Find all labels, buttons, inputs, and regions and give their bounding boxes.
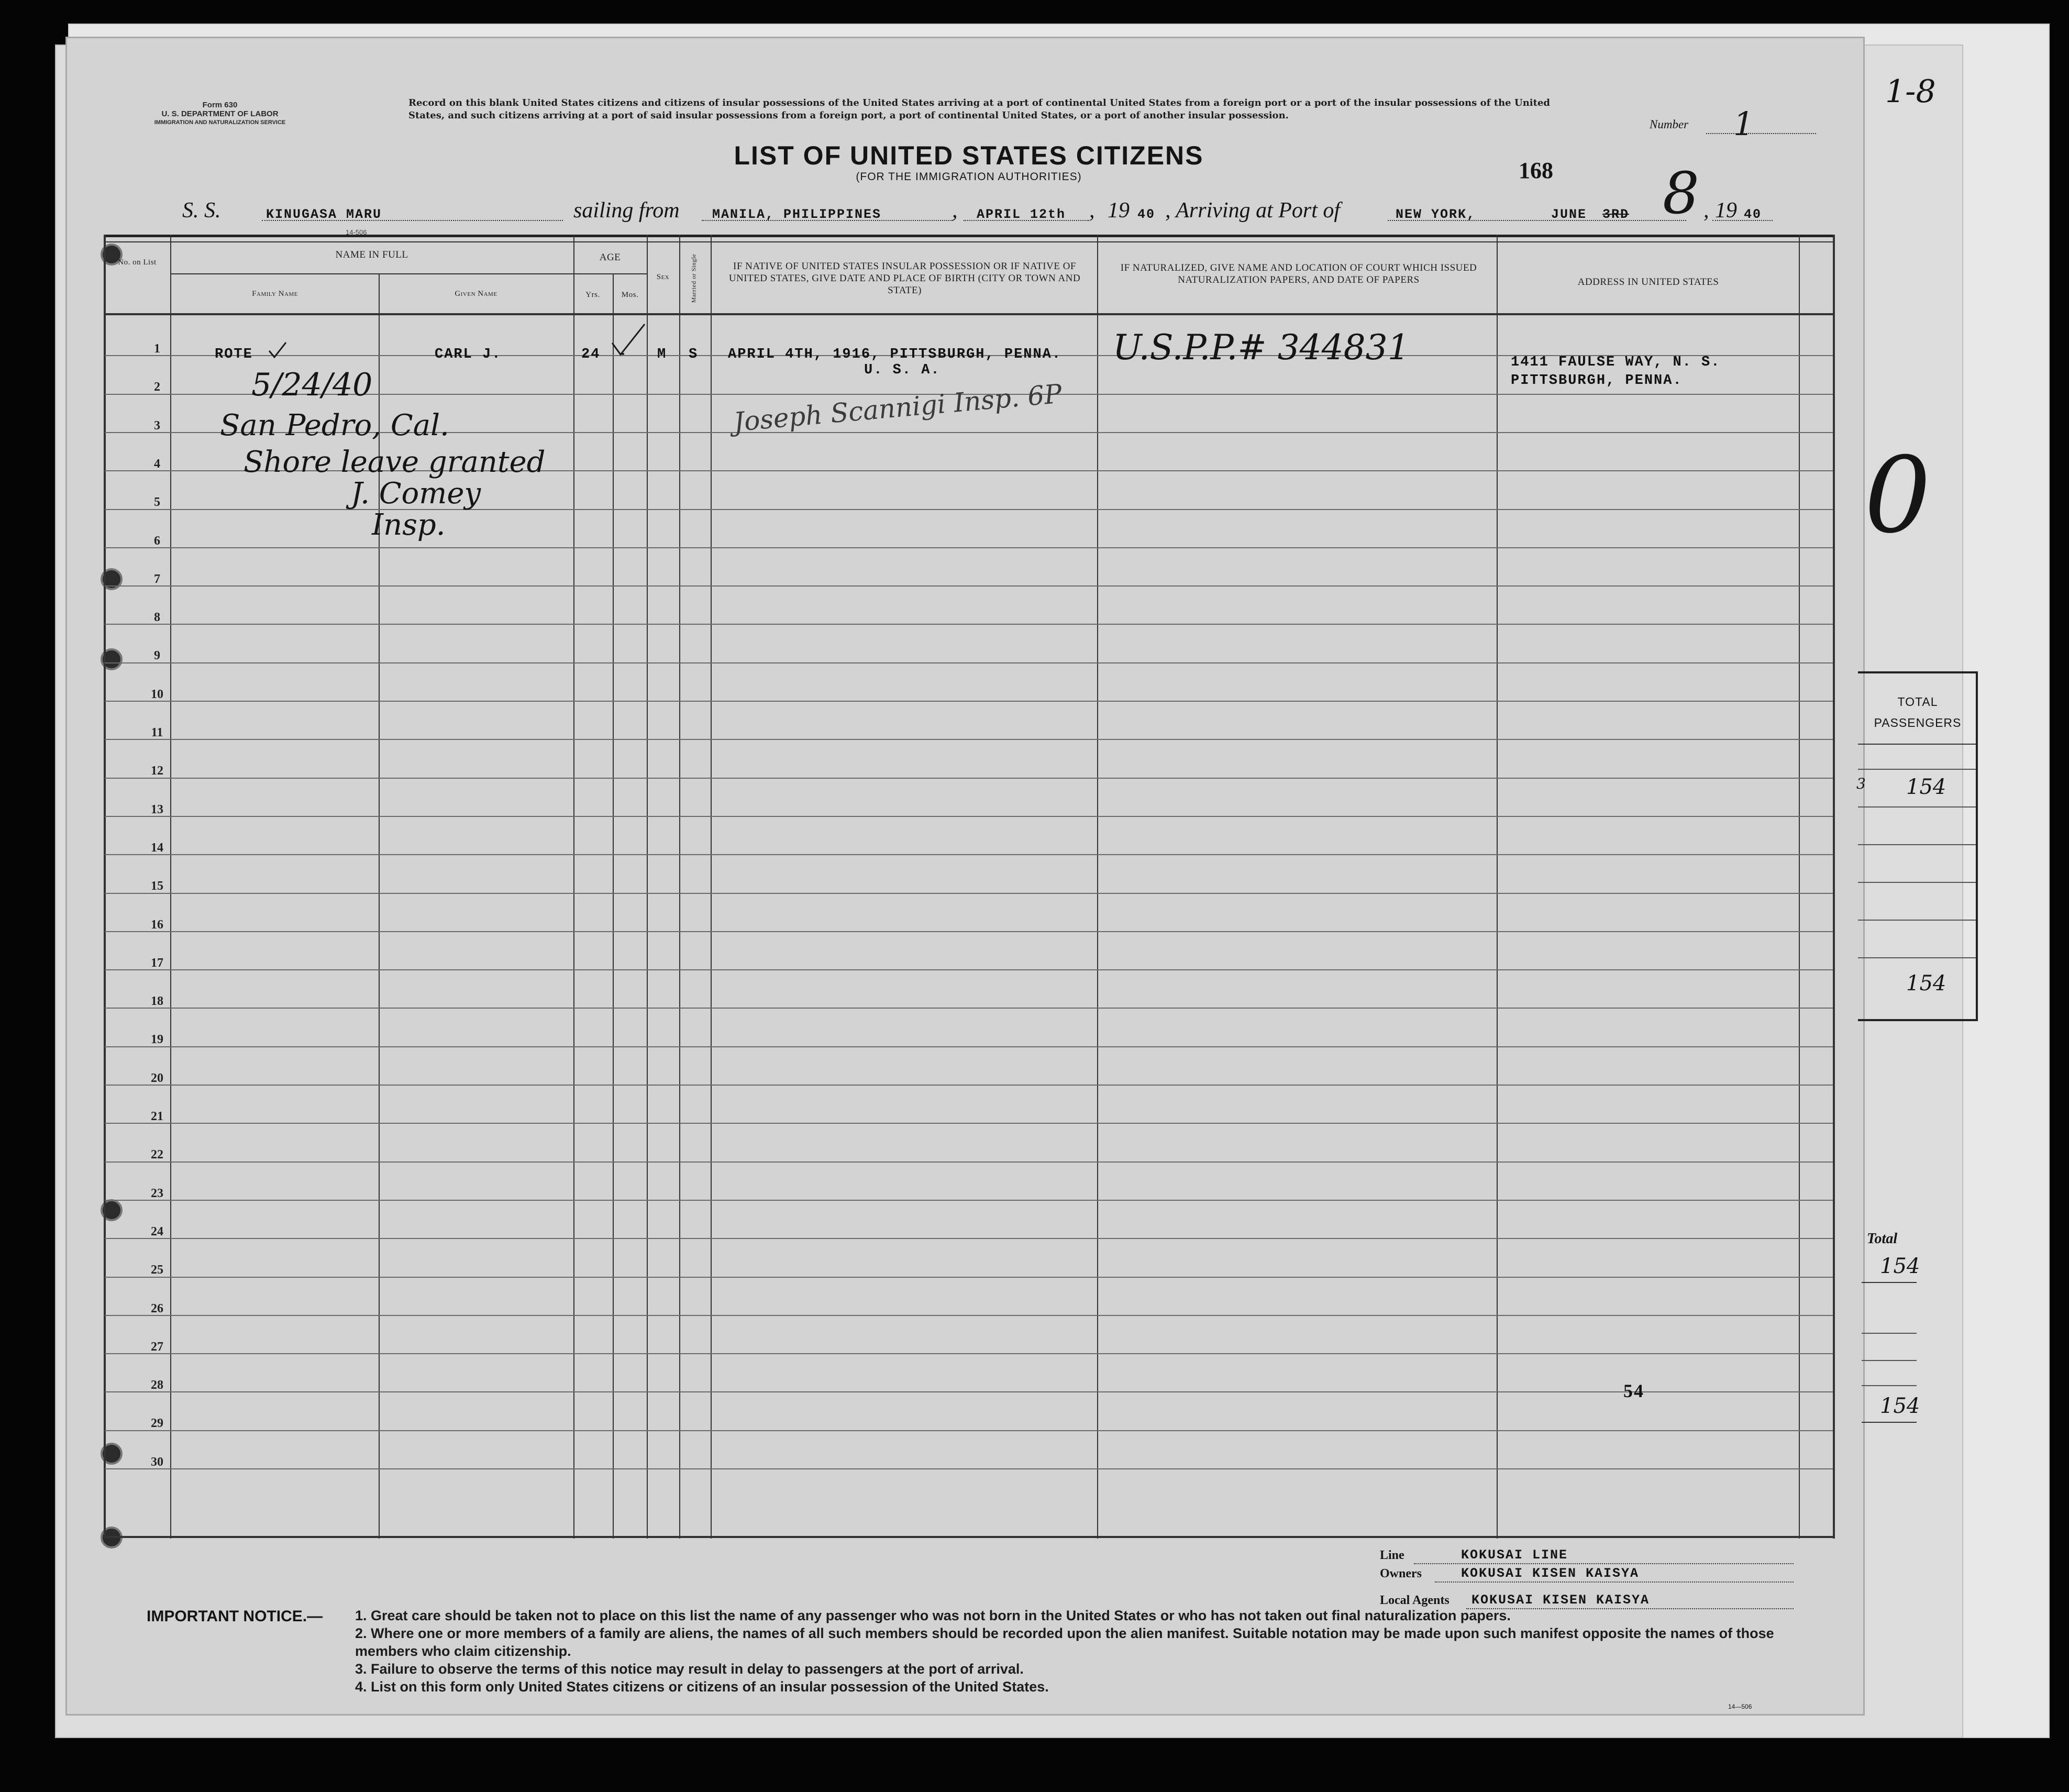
row-number: 6 [154, 534, 160, 548]
departure-date-underline [964, 220, 1089, 221]
line-label: Line [1380, 1548, 1404, 1562]
tally-rule [1858, 920, 1976, 921]
row-rule [105, 893, 1833, 894]
print-code: 14—506 [1728, 1703, 1752, 1710]
arrival-port-underline [1388, 220, 1686, 221]
agents-label: Local Agents [1380, 1594, 1450, 1607]
total-rule [1862, 1282, 1917, 1283]
total-label: Total [1867, 1231, 1898, 1247]
page-stamp: 168 [1519, 158, 1553, 183]
number-label: Number [1650, 118, 1689, 131]
row-number: 16 [151, 918, 163, 932]
row-rule [105, 585, 1833, 587]
col-divider [647, 235, 648, 1539]
row-number: 13 [151, 803, 163, 816]
row-rule [105, 1315, 1833, 1316]
notice-item: 4. List on this form only United States citizens or citizens of an insular possession of the United States. [355, 1679, 1049, 1695]
sailing-label: sailing from [573, 198, 680, 223]
row-rule [105, 547, 1833, 548]
departure-year: 40 [1137, 207, 1156, 222]
line-value: KOKUSAI LINE [1461, 1547, 1568, 1563]
row-28-note: 54 [1623, 1380, 1644, 1401]
header-naturalized: IF NATURALIZED, GIVE NAME AND LOCATION OF COURT WHICH ISSUED NATURALIZATION PAPERS, AND DATE OF PAPERS [1120, 262, 1477, 285]
total-rule [1862, 1385, 1917, 1386]
row-rule [105, 701, 1833, 702]
tally-rule [1858, 882, 1976, 883]
header-bottom-rule [104, 313, 1834, 315]
handwritten-title: Insp. [372, 508, 446, 542]
passenger-address-line1: 1411 FAULSE WAY, N. S. [1511, 355, 1721, 370]
row-rule [105, 1200, 1833, 1201]
row-rule [105, 1353, 1833, 1354]
row-rule [105, 624, 1833, 625]
handwritten-initials: J. Comey [351, 477, 481, 511]
tally-rule [1858, 769, 1976, 770]
table-top-rule [104, 235, 1834, 237]
col-divider [1097, 235, 1098, 1539]
notice-list [355, 1607, 1800, 1696]
arrival-year-prefix: 19 [1715, 198, 1737, 223]
total-rule [1862, 1360, 1917, 1361]
arrival-day-struck: 3RD [1602, 207, 1630, 222]
vessel-name: KINUGASA MARU [266, 207, 382, 222]
passenger-birth-line1: APRIL 4TH, 1916, PITTSBURGH, PENNA. [728, 347, 1062, 362]
tally-mark: 3 [1856, 775, 1866, 792]
form-code: 14-506 [346, 228, 367, 236]
arrival-month: JUNE [1551, 207, 1587, 222]
row-number: 1 [154, 342, 160, 356]
header-married-single: Married or Single [690, 253, 698, 303]
row-rule [105, 1008, 1833, 1009]
tally-header [1865, 691, 1970, 733]
big-zero-handwritten: 0 [1864, 435, 1931, 557]
arrival-year: 40 [1744, 207, 1762, 222]
row-number: 3 [154, 419, 160, 433]
row-number: 5 [154, 495, 160, 509]
handwritten-note: Shore leave granted [244, 445, 546, 479]
passenger-address-line2: PITTSBURGH, PENNA. [1511, 373, 1683, 389]
passenger-given-name: CARL J. [435, 347, 502, 362]
row-rule [105, 1162, 1833, 1163]
total-rule [1862, 1333, 1917, 1334]
col-divider [613, 273, 614, 1539]
row-number: 28 [151, 1378, 163, 1392]
col-divider [1497, 235, 1498, 1539]
checkmark-icon [267, 340, 288, 361]
row-rule [105, 1391, 1833, 1392]
header-age-years: Yrs. [585, 291, 600, 299]
row-number: 18 [151, 994, 163, 1008]
row-rule [105, 1277, 1833, 1278]
comma-separator: , [952, 198, 958, 223]
line-underline [1414, 1563, 1794, 1564]
departure-date: APRIL 12th [977, 207, 1066, 222]
row-rule [105, 1468, 1833, 1469]
total-value-2: 154 [1880, 1394, 1920, 1418]
header-given-name: Given Name [455, 290, 497, 298]
form-number: Form 630 [202, 101, 238, 109]
tally-value-1: 154 [1906, 775, 1946, 799]
number-value: 1 [1733, 105, 1754, 143]
header-sex: Sex [656, 273, 670, 281]
notice-item: 1. Great care should be taken not to place on this list the name of any passenger who was not born in the United States or who has not taken out final naturalization papers. [355, 1608, 1511, 1623]
header-age: AGE [599, 252, 621, 263]
handwritten-place: San Pedro, Cal. [220, 408, 449, 443]
row-rule [105, 816, 1833, 817]
passenger-family-name: ROTE [215, 347, 253, 362]
owners-underline [1435, 1581, 1794, 1583]
row-number: 11 [151, 726, 163, 739]
row-number: 15 [151, 879, 163, 893]
header-no-on-list: No. on List [118, 258, 157, 267]
footer-rule [104, 1536, 1834, 1538]
row-number: 9 [154, 649, 160, 662]
owners-label: Owners [1380, 1567, 1422, 1580]
notice-item: 2. Where one or more members of a family are aliens, the names of all such members should be recorded upon the alien manifest. Suitable notation may be made upon such manifest opposite the names of those members who claim citizenship. [355, 1625, 1774, 1659]
tally-rule [1858, 957, 1976, 958]
row-number: 12 [151, 764, 163, 778]
checkmark-icon [610, 322, 647, 359]
tally-value-2: 154 [1906, 971, 1946, 995]
inspector-signature: Joseph Scannigi Insp. 6P [732, 378, 1064, 438]
form-identifier [141, 101, 298, 127]
header-birth: IF NATIVE OF UNITED STATES INSULAR POSSESSION OR IF NATIVE OF UNITED STATES, GIVE DATE AND PLACE OF BIRTH (CITY OR TOWN AND STATE) [728, 261, 1081, 296]
row-rule [105, 1430, 1833, 1431]
col-divider [1799, 235, 1800, 1539]
passenger-birth-line2: U. S. A. [864, 362, 941, 378]
arrival-port: NEW YORK, [1396, 207, 1476, 222]
passport-handwritten: U.S.P.P.# 344831 [1113, 327, 1410, 368]
row-rule [105, 1046, 1833, 1047]
departure-port: MANILA, PHILIPPINES [712, 207, 882, 222]
departure-year-prefix: 19 [1108, 198, 1130, 223]
side-mark-handwritten: 1-8 [1885, 73, 1936, 110]
arrival-day-handwritten: 8 [1663, 160, 1699, 227]
tally-header-total: TOTAL [1897, 695, 1938, 709]
row-rule [105, 662, 1833, 663]
header-address: ADDRESS IN UNITED STATES [1577, 276, 1719, 287]
passenger-age-months: - [618, 347, 628, 362]
row-number: 24 [151, 1225, 163, 1238]
row-number: 20 [151, 1071, 163, 1085]
tally-rule [1858, 744, 1976, 745]
table-top-rule-inner [104, 241, 1834, 242]
row-number: 14 [151, 841, 163, 855]
record-notice: Record on this blank United States citizens and citizens of insular possessions of the United States arriving at a port of continental United States from a foreign port or a port of the insular possessions of the United States, and such citizens arriving at a port of said insular possessions from a foreign port, a port of continental United States, or a port of another insular possession. [408, 97, 1550, 121]
owners-value: KOKUSAI KISEN KAISYA [1461, 1566, 1640, 1581]
tally-rule [1858, 806, 1976, 807]
header-age-months: Mos. [621, 291, 639, 299]
row-rule [105, 1123, 1833, 1124]
row-number: 23 [151, 1187, 163, 1200]
row-number: 30 [151, 1455, 163, 1469]
row-number: 19 [151, 1033, 163, 1046]
form-department: U. S. DEPARTMENT OF LABOR [161, 109, 279, 118]
tally-header-passengers: PASSENGERS [1874, 716, 1962, 729]
row-number: 2 [154, 380, 160, 394]
row-number: 10 [151, 688, 163, 701]
header-family-name: Family Name [252, 290, 298, 298]
page-title: LIST OF UNITED STATES CITIZENS [734, 141, 1204, 170]
row-number: 4 [154, 457, 160, 471]
notice-title: IMPORTANT NOTICE.— [147, 1608, 323, 1625]
arrival-year-underline [1712, 220, 1773, 221]
total-value-1: 154 [1880, 1254, 1920, 1278]
row-number: 27 [151, 1340, 163, 1354]
col-divider [679, 235, 680, 1539]
table-right-border [1833, 235, 1835, 1539]
age-subheader-rule [573, 273, 647, 274]
ss-label: S. S. [182, 198, 221, 223]
col-divider [573, 235, 574, 1539]
row-number: 25 [151, 1263, 163, 1277]
table-left-border [104, 235, 106, 1539]
passenger-age-years: 24 [581, 347, 601, 362]
vessel-underline [262, 220, 563, 221]
notice-item: 3. Failure to observe the terms of this notice may result in delay to passengers at the port of arrival. [355, 1661, 1024, 1677]
row-number: 7 [154, 572, 160, 586]
row-number: 21 [151, 1110, 163, 1123]
departure-port-underline [702, 220, 953, 221]
header-name-in-full: NAME IN FULL [335, 249, 408, 260]
row-rule [105, 1085, 1833, 1086]
name-subheader-rule [170, 273, 573, 274]
row-number: 29 [151, 1417, 163, 1430]
total-rule [1862, 1422, 1917, 1423]
row-number: 17 [151, 956, 163, 970]
passenger-sex: M [657, 347, 667, 362]
row-number: 8 [154, 611, 160, 624]
agents-value: KOKUSAI KISEN KAISYA [1471, 1592, 1650, 1608]
row-rule [105, 1238, 1833, 1239]
comma-separator: , [1089, 198, 1095, 223]
arriving-label: , Arriving at Port of [1165, 198, 1341, 223]
row-number: 26 [151, 1302, 163, 1315]
row-rule [105, 931, 1833, 932]
page-subtitle: (FOR THE IMMIGRATION AUTHORITIES) [856, 171, 1082, 183]
row-rule [105, 778, 1833, 779]
comma-separator: , [1703, 198, 1709, 223]
col-divider [711, 235, 712, 1539]
form-service: IMMIGRATION AND NATURALIZATION SERVICE [154, 119, 286, 126]
number-line [1706, 133, 1816, 134]
row-rule [105, 854, 1833, 855]
row-number: 22 [151, 1148, 163, 1162]
handwritten-date: 5/24/40 [251, 367, 373, 403]
row-rule [105, 739, 1833, 740]
passenger-marital-status: S [689, 347, 699, 362]
row-rule [105, 969, 1833, 970]
tally-rule [1858, 844, 1976, 845]
